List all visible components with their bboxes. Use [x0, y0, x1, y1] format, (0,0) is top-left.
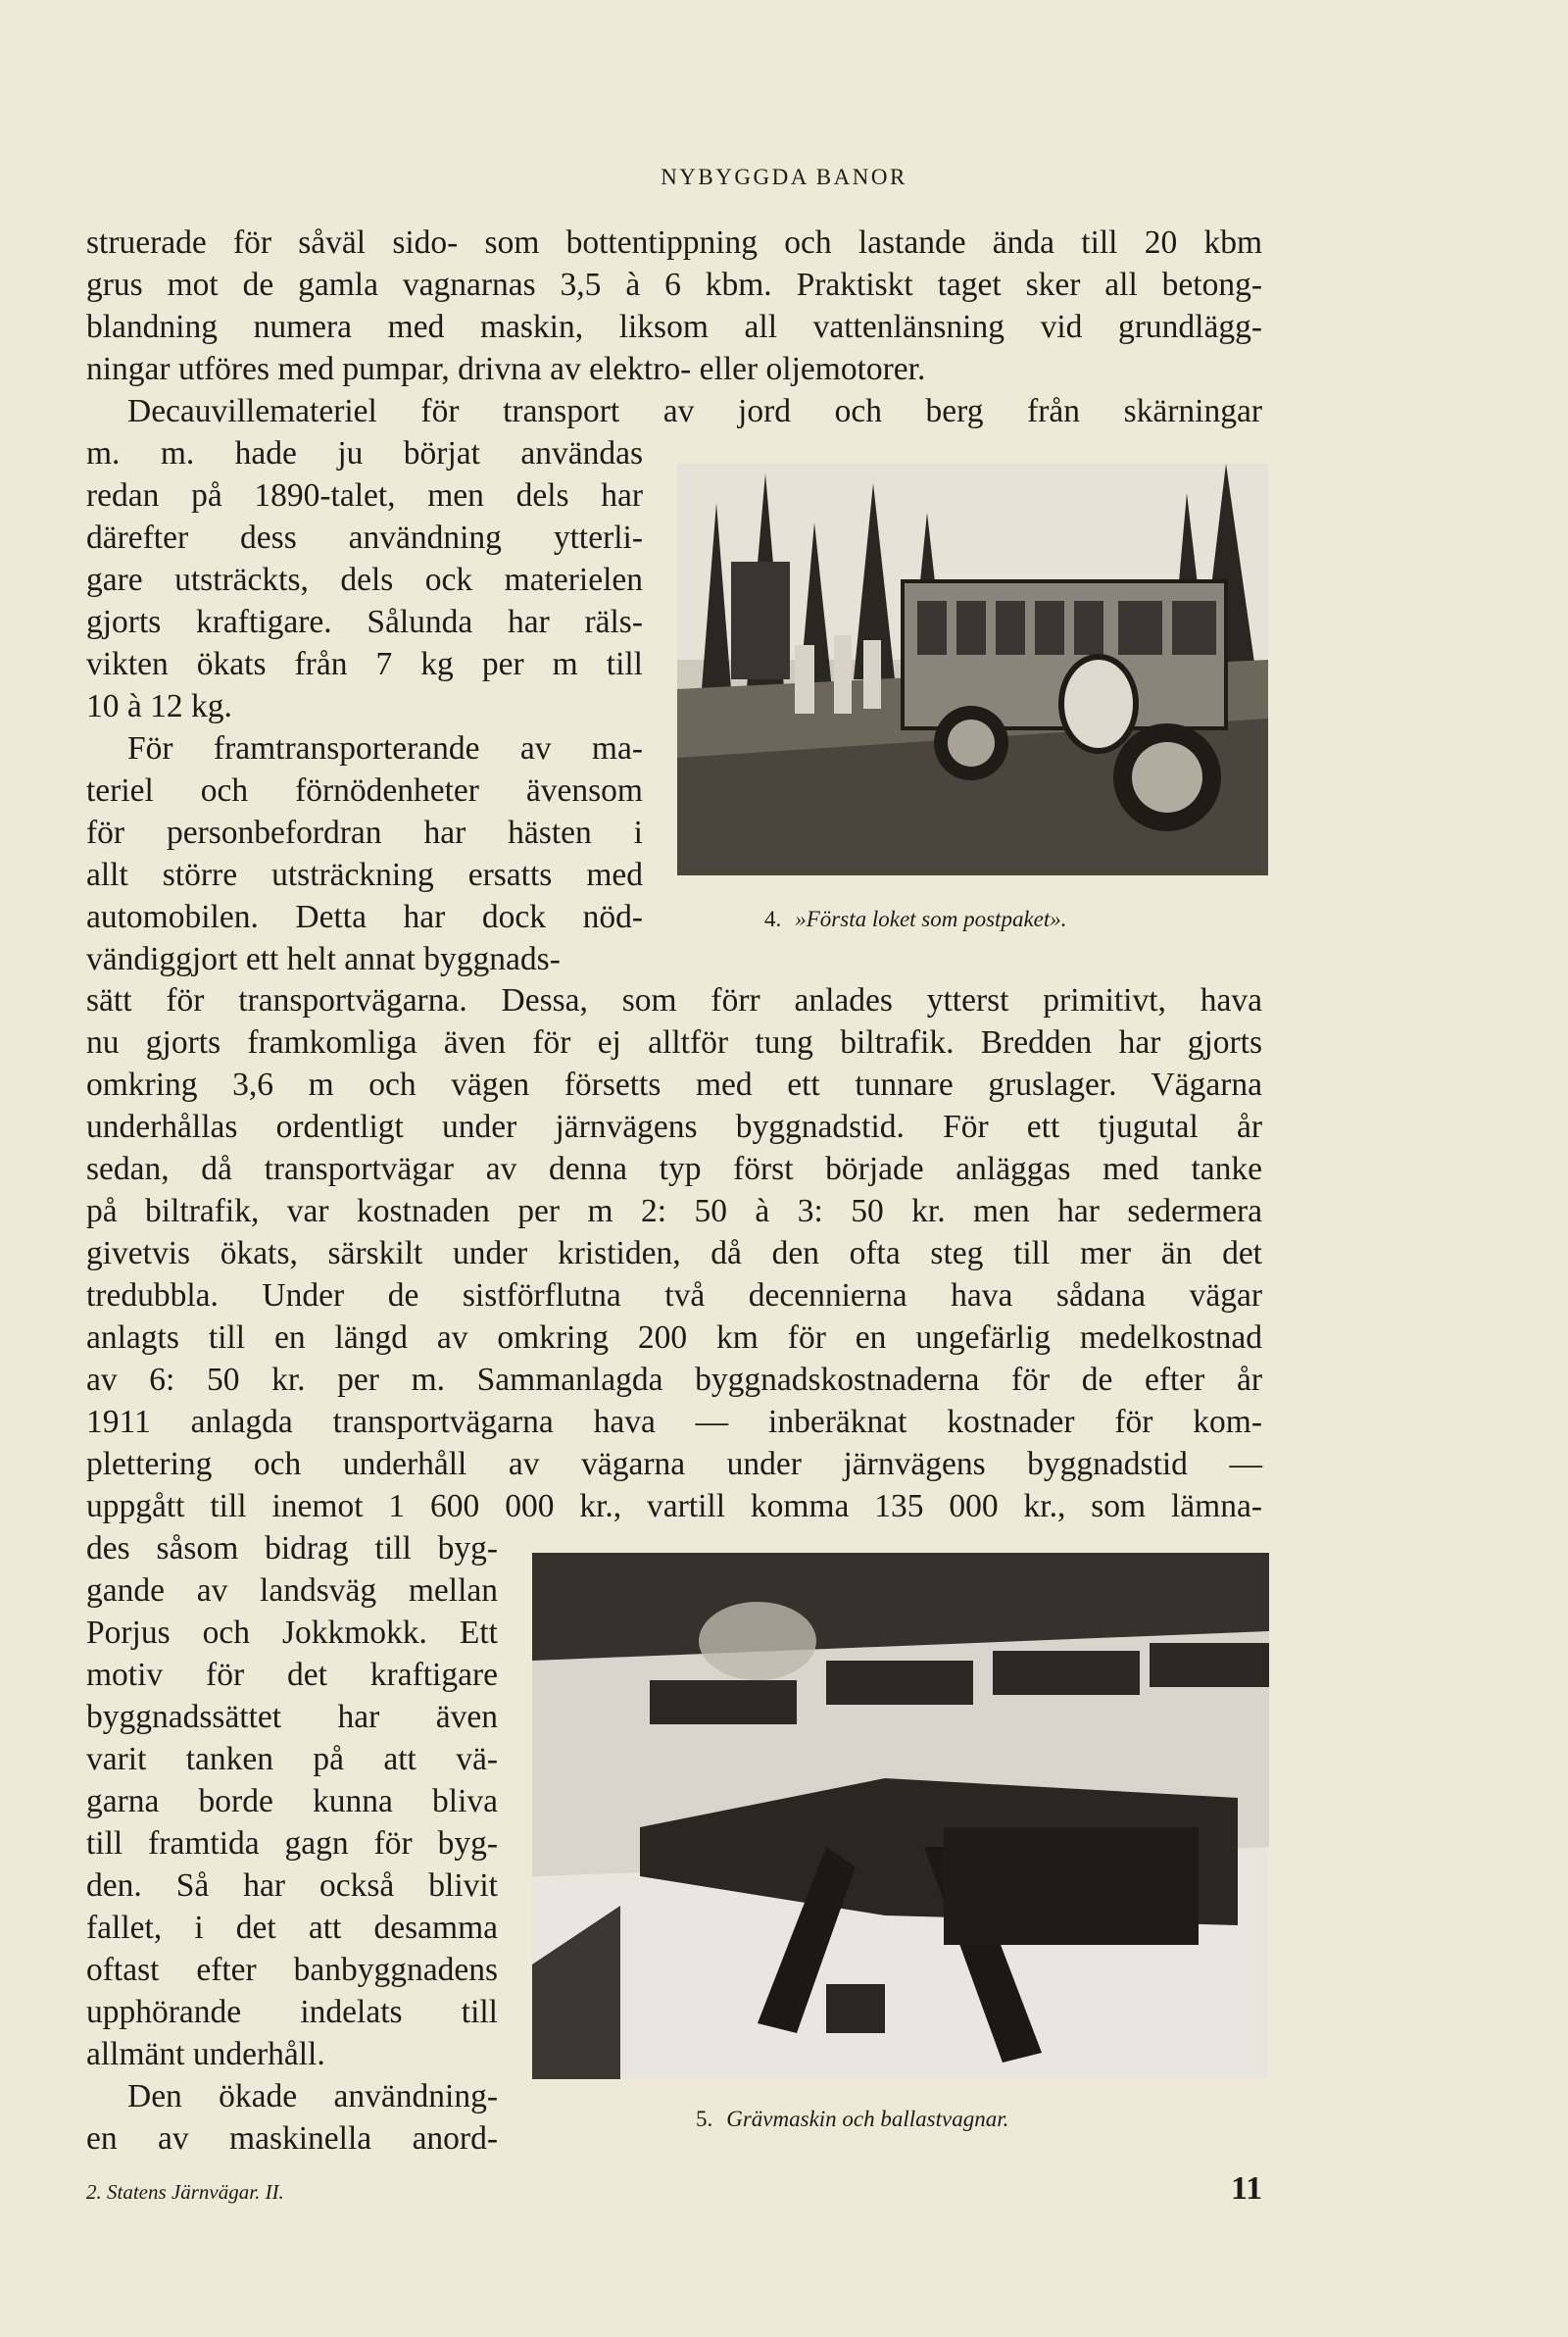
text-line: vikten ökats från 7 kg per m till: [86, 646, 643, 682]
text-line: gare utsträckts, dels ock materielen: [86, 562, 643, 598]
figure-number: 4.: [764, 907, 782, 931]
text-line: tredubbla. Under de sistförflutna två decennierna hava sådana vägar: [86, 1277, 1262, 1314]
text-line: blandning numera med maskin, liksom all vattenlänsning vid grundlägg-: [86, 309, 1262, 345]
text-line: därefter dess användning ytterli-: [86, 520, 643, 556]
figure-caption-text: »Första loket som postpaket».: [795, 907, 1067, 931]
text-line: givetvis ökats, särskilt under kristiden, då den ofta steg till mer än det: [86, 1235, 1262, 1271]
paragraph-block-4: [86, 1527, 498, 2160]
photo-illustration: [677, 464, 1268, 875]
text-line: allmänt underhåll.: [86, 2036, 325, 2072]
text-line: upphörande indelats till: [86, 1994, 498, 2030]
photo-bus-on-forest-road: [677, 464, 1268, 875]
text-line: des såsom bidrag till byg-: [86, 1530, 498, 1566]
text-line: gande av landsväg mellan: [86, 1572, 498, 1609]
running-header: NYBYGGDA BANOR: [661, 165, 907, 189]
figure-caption-text: Grävmaskin och ballastvagnar.: [726, 2107, 1009, 2131]
text-line: oftast efter banbyggnadens: [86, 1952, 498, 1988]
footer-source: 2. Statens Järnvägar. II.: [86, 2180, 284, 2204]
text-line: uppgått till inemot 1 600 000 kr., vartill komma 135 000 kr., som lämna-: [86, 1488, 1262, 1524]
text-line: grus mot de gamla vagnarnas 3,5 à 6 kbm. Praktiskt taget sker all betong-: [86, 267, 1262, 303]
paragraph-block-1: [86, 222, 1262, 432]
text-line: en av maskinella anord-: [86, 2120, 498, 2157]
photo-excavator-and-ballast-wagons: [532, 1553, 1269, 2079]
text-line: automobilen. Detta har dock nöd-: [86, 899, 643, 935]
text-line: För framtransporterande av ma-: [127, 730, 643, 767]
text-line: motiv för det kraftigare: [86, 1657, 498, 1693]
text-line: på biltrafik, var kostnaden per m 2: 50 à 3: 50 kr. men har sedermera: [86, 1193, 1262, 1229]
text-line: sedan, då transportvägar av denna typ först började anläggas med tanke: [86, 1151, 1262, 1187]
text-line: för personbefordran har hästen i: [86, 815, 643, 851]
text-line: Decauvillemateriel för transport av jord och berg från skärningar: [127, 393, 1262, 429]
photo-illustration: [532, 1553, 1269, 2079]
text-line: teriel och förnödenheter ävensom: [86, 772, 643, 809]
figure-number: 5.: [696, 2107, 713, 2131]
text-line: 1911 anlagda transportvägarna hava — inberäknat kostnader för kom-: [86, 1404, 1262, 1440]
text-line: garna borde kunna bliva: [86, 1783, 498, 1819]
text-line: sätt för transportvägarna. Dessa, som förr anlades ytterst primitivt, hava: [86, 982, 1262, 1019]
text-line: varit tanken på att vä-: [86, 1741, 498, 1777]
text-line: m. m. hade ju börjat användas: [86, 435, 643, 472]
text-line: redan på 1890-talet, men dels har: [86, 477, 643, 514]
text-line: byggnadssättet har även: [86, 1699, 498, 1735]
text-line: 10 à 12 kg.: [86, 688, 232, 724]
text-line: allt större utsträckning ersatts med: [86, 857, 643, 893]
text-line: Den ökade användning-: [127, 2078, 498, 2114]
text-line: ningar utföres med pumpar, drivna av elektro- eller oljemotorer.: [86, 351, 926, 387]
text-line: Porjus och Jokkmokk. Ett: [86, 1615, 498, 1651]
text-line: struerade för såväl sido- som bottentippning och lastande ända till 20 kbm: [86, 224, 1262, 261]
text-line: nu gjorts framkomliga även för ej alltför tung biltrafik. Bredden har gjorts: [86, 1024, 1262, 1061]
text-line: av 6: 50 kr. per m. Sammanlagda byggnadskostnaderna för de efter år: [86, 1362, 1262, 1398]
page-number: 11: [1231, 2170, 1263, 2207]
text-line: den. Så har också blivit: [86, 1867, 498, 1904]
text-line: till framtida gagn för byg-: [86, 1825, 498, 1862]
text-line: gjorts kraftigare. Sålunda har räls-: [86, 604, 643, 640]
figure-caption-4: [764, 907, 1067, 932]
text-line: anlagts till en längd av omkring 200 km för en ungefärlig medelkostnad: [86, 1319, 1262, 1356]
paragraph-block-3: [86, 979, 1262, 1527]
paragraph-block-2: [86, 432, 643, 980]
figure-caption-5: [696, 2107, 1008, 2132]
text-line: fallet, i det att desamma: [86, 1910, 498, 1946]
text-line: underhållas ordentligt under järnvägens byggnadstid. För ett tjugutal år: [86, 1109, 1262, 1145]
text-line: omkring 3,6 m och vägen försetts med ett tunnare gruslager. Vägarna: [86, 1067, 1262, 1103]
text-line: plettering och underhåll av vägarna under järnvägens byggnadstid —: [86, 1446, 1262, 1482]
text-line: vändiggjort ett helt annat byggnads-: [86, 941, 561, 977]
